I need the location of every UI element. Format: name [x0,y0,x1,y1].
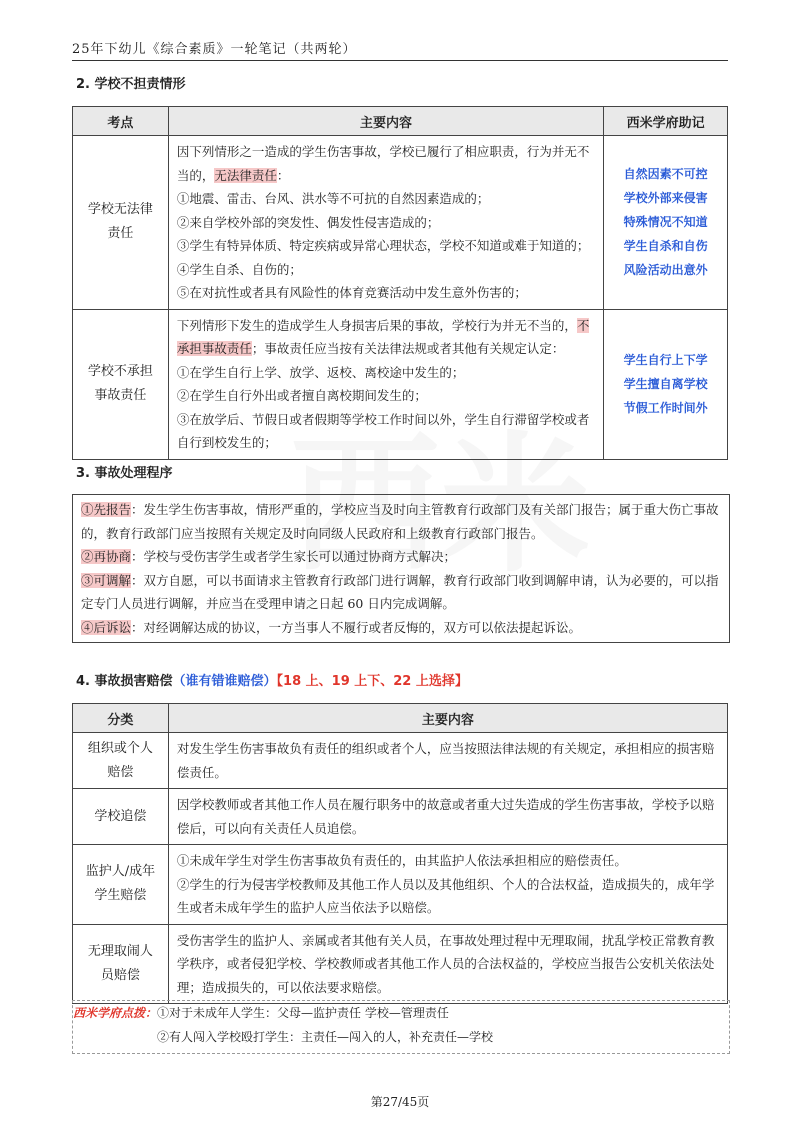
list-item: ②再协商：学校与受伤害学生或者学生家长可以通过协商方式解决； [81,549,457,564]
step-label: ③可调解 [81,572,132,588]
table-row [73,789,728,845]
table-header-row [73,704,728,733]
row-key-line: 责任 [107,226,134,242]
tip-line: ②有人闯入学校殴打学生：主责任—闯入的人，补充责任—学校 [157,1030,494,1044]
table-row [73,136,728,310]
mnemonic-line: 学生擅自离学校 [623,377,708,391]
row-key-line: 组织或个人 [87,740,153,756]
row-key-line: 学校追偿 [94,808,147,824]
row-key [73,924,169,1004]
step-label: ①先报告 [81,502,132,517]
page-header: 25年下幼儿《综合素质》一轮笔记（共两轮） [72,38,728,61]
list-item: ④后诉讼：对经调解达成的协议，一方当事人不履行或者反悔的，双方可以依法提起诉讼。 [81,619,582,635]
row-key-line: 事故责任 [94,388,147,403]
mnemonic-line: 学校外部来侵害 [623,191,708,206]
row-content [168,845,727,925]
tip-label: 西米学府点拨： [73,1006,158,1020]
row-key [73,309,169,459]
section-3-title: 3. 事故处理程序 [76,466,173,481]
row-key [73,136,169,310]
row-text: 受伤害学生的监护人、亲属或者其他有关人员，在事故处理过程中无理取闹，扰乱学校正常教育教学秩序，或者侵犯学校、学校教师或者其他工作人员的合法权益的，学校应当报告公安机关依法处理；造成损失的，可以依法要求赔偿。 [176,932,715,995]
table-row [73,924,728,1004]
row-key [73,845,169,925]
row-text: ①未成年学生对学生伤害事故负有责任的，由其监护人依法承担相应的赔偿责任。 [176,853,627,868]
list-item: ②在学生自行外出或者擅自离校期间发生的； [176,388,427,403]
row-key-line: 学生赔偿 [94,888,147,904]
row-text: 对发生学生伤害事故负有责任的组织或者个人，应当按照法律法规的有关规定，承担相应的损害赔偿责任。 [176,741,715,780]
th-content: 主要内容 [168,107,603,136]
row-text: 因学校教师或者其他工作人员在履行职务中的故意或者重大过失造成的学生伤害事故，学校予以赔偿后，可以向有关责任人员追偿。 [176,797,715,836]
step-label: ④后诉讼 [81,619,132,635]
table-row [73,309,728,459]
exemption-table [72,106,728,460]
list-item: ①在学生自行上学、放学、返校、离校途中发生的； [176,364,465,380]
mnemonic-line: 自然因素不可控 [623,167,708,182]
list-item: ③在放学后、节假日或者假期等学校工作时间以外，学生自行滞留学校或者自行到校发生的； [176,411,590,450]
th-content: 主要内容 [168,704,727,733]
th-key: 考点 [73,107,169,136]
mnemonic-line: 风险活动出意外 [623,263,708,278]
step-label: ②再协商 [81,549,132,564]
mnemonic-line: 学生自杀和自伤 [623,239,708,254]
table-row [73,845,728,925]
section-4-title [76,670,468,689]
list-item: ⑤在对抗性或者具有风险性的体育竞赛活动中发生意外伤害的； [176,285,527,300]
mnemonic-line: 特殊情况不知道 [623,215,708,230]
page-number: 第27/45页 [370,1095,430,1109]
row-key-line: 赔偿 [107,764,134,780]
section-4-note: （谁有错谁赔偿） [172,674,277,689]
highlight: 无法律责任 [214,167,277,183]
exam-years-badge: 【18 上、19 上下、22 上选择】 [276,674,468,689]
row-content [168,789,727,845]
row-content [168,309,603,459]
list-item: ④学生自杀、自伤的； [176,261,302,277]
section-4-title-text: 4. 事故损害赔偿 [76,674,173,689]
table-header-row [73,107,728,136]
row-key [73,789,169,845]
table-row [73,733,728,789]
list-item: ②来自学校外部的突发性、偶发性侵害造成的； [176,214,440,230]
tip-text: ①对于未成年人学生：父母—监护责任 学校—管理责任 [157,1006,449,1020]
highlight: 不承担事故责任 [176,317,590,356]
row-intro: 因下列情形之一造成的学生伤害事故，学校已履行了相应职责，行为并无不当的，无法律责任： [176,144,590,183]
row-key-line: 学校不承担 [87,364,153,379]
compensation-table [72,703,728,1004]
row-key-line: 监护人/成年 [85,864,156,880]
row-intro: 下列情形下发生的造成学生人身损害后果的事故，学校行为并无不当的，不承担事故责任；事故责任应当按有关法律法规或者其他有关规定认定： [176,317,590,356]
procedure-box [72,494,730,643]
th-mem: 西米学府助记 [604,107,728,136]
row-key [73,733,169,789]
mnemonic [604,309,728,459]
list-item: ③可调解：双方自愿，可以书面请求主管教育行政部门进行调解，教育行政部门收到调解申请，认为必要的，可以指定专门人员进行调解，并应当在受理申请之日起 60 日内完成调解。 [81,572,719,611]
mnemonic-line: 节假工作时间外 [623,401,708,415]
row-key-line: 学校无法律 [87,202,153,218]
row-content [168,924,727,1004]
mnemonic [604,136,728,310]
row-text: ②学生的行为侵害学校教师及其他工作人员以及其他组织、个人的合法权益，造成损失的，成年学生或者未成年学生的监护人应当依法予以赔偿。 [176,876,715,915]
row-content [168,136,603,310]
row-key-line: 无理取闹人 [87,943,153,959]
row-content [168,733,727,789]
th-type: 分类 [73,704,169,733]
list-item: ①地震、雷击、台风、洪水等不可抗的自然因素造成的； [176,191,490,206]
mnemonic-line: 学生自行上下学 [623,353,708,367]
row-key-line: 员赔偿 [100,967,140,983]
tip-line [73,1001,729,1025]
section-2-title: 2. 学校不担责情形 [76,77,186,92]
tip-box [72,1000,730,1054]
list-item: ③学生有特异体质、特定疾病或异常心理状态，学校不知道或难于知道的； [176,238,590,253]
list-item: ①先报告：发生学生伤害事故，情形严重的，学校应当及时向主管教育行政部门及有关部门报告；属于重大伤亡事故的，教育行政部门应当按照有关规定及时向同级人民政府和上级教育行政部门报告。 [81,502,719,541]
